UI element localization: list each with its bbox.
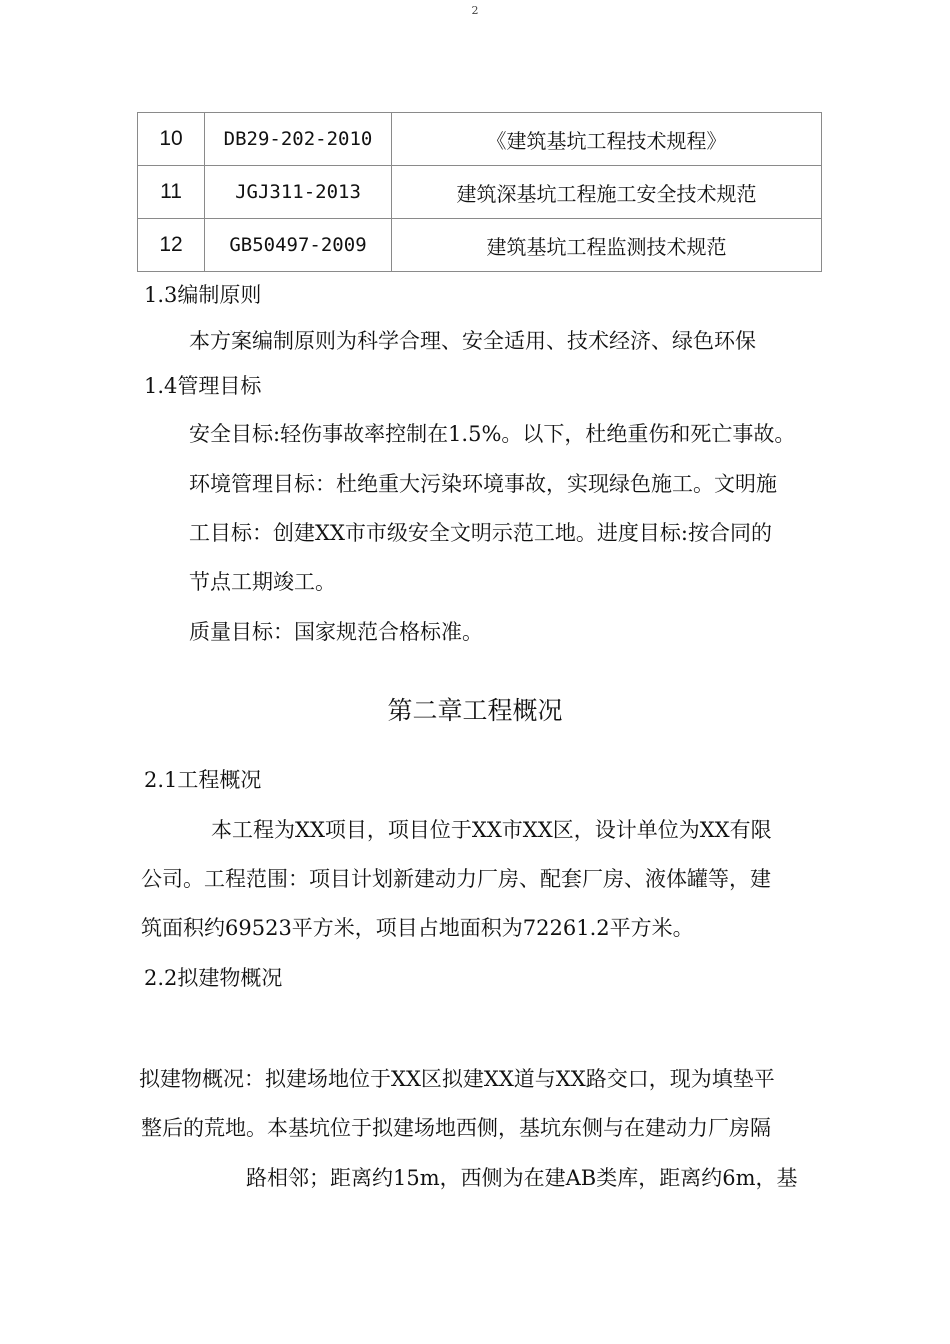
paragraph-line: 公司。工程范围：项目计划新建动力厂房、配套厂房、液体罐等，建	[141, 867, 771, 891]
paragraph-line: 节点工期竣工。	[189, 570, 336, 594]
table-cell-name: 《建筑基坑工程技术规程》	[392, 113, 822, 166]
table-cell-code: DB29-202-2010	[205, 113, 392, 166]
table-row	[138, 219, 822, 272]
chapter-title: 第二章工程概况	[387, 696, 563, 725]
table-cell-code: JGJ311-2013	[205, 166, 392, 219]
table-cell-name: 建筑基坑工程监测技术规范	[392, 219, 822, 272]
table-cell-number: 12	[138, 219, 205, 272]
table-row	[138, 113, 822, 166]
table-cell-code: GB50497-2009	[205, 219, 392, 272]
standards-table	[137, 112, 822, 272]
table-cell-number: 10	[138, 113, 205, 166]
section-heading-1-3: 1.3编制原则	[144, 283, 262, 307]
paragraph-line: 拟建物概况：拟建场地位于XX区拟建XX道与XX路交口，现为填垫平	[139, 1067, 775, 1091]
page-number: 2	[471, 4, 479, 17]
table-row	[138, 166, 822, 219]
section-heading-2-2: 2.2拟建物概况	[144, 966, 283, 990]
paragraph-line: 环境管理目标：杜绝重大污染环境事故，实现绿色施工。文明施	[189, 472, 777, 496]
section-heading-1-4: 1.4管理目标	[144, 374, 262, 398]
paragraph-line: 本工程为XX项目，项目位于XX市XX区，设计单位为XX有限	[211, 818, 772, 842]
paragraph-line: 整后的荒地。本基坑位于拟建场地西侧，基坑东侧与在建动力厂房隔	[141, 1116, 771, 1140]
paragraph-line: 筑面积约69523平方米，项目占地面积为72261.2平方米。	[141, 916, 694, 940]
paragraph-line: 路相邻；距离约15m，西侧为在建AB类库，距离约6m，基	[246, 1166, 798, 1190]
paragraph-line: 工目标：创建XX市市级安全文明示范工地。进度目标:按合同的	[189, 521, 772, 545]
table-cell-number: 11	[138, 166, 205, 219]
paragraph-principle: 本方案编制原则为科学合理、安全适用、技术经济、绿色环保	[189, 329, 756, 353]
table-cell-name: 建筑深基坑工程施工安全技术规范	[392, 166, 822, 219]
section-heading-2-1: 2.1工程概况	[144, 768, 262, 792]
paragraph-line: 质量目标：国家规范合格标准。	[189, 620, 483, 644]
paragraph-line: 安全目标:轻伤事故率控制在1.5%。以下，杜绝重伤和死亡事故。	[189, 422, 796, 446]
